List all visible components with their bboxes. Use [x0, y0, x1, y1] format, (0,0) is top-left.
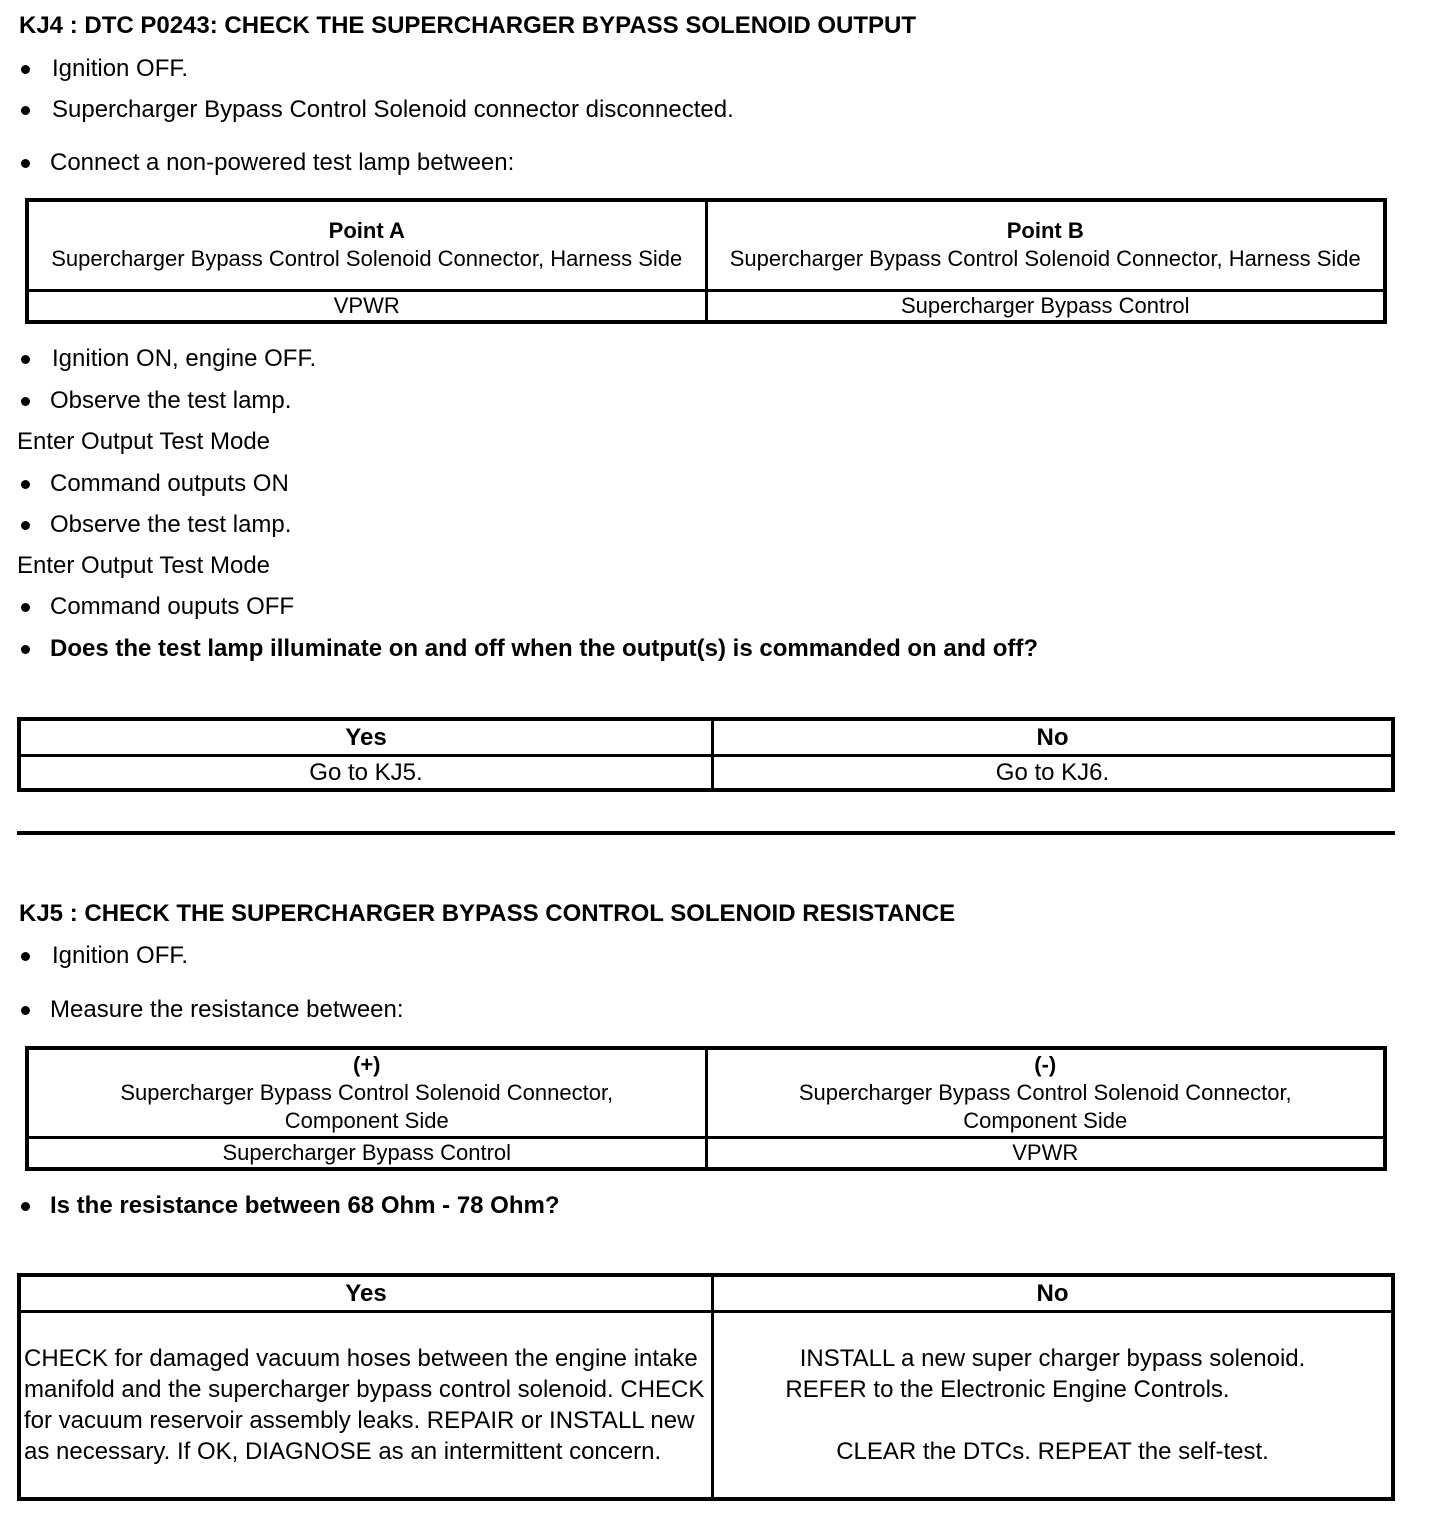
header-desc: Supercharger Bypass Control Solenoid Connector, Harness Side: [51, 246, 683, 272]
bullet-icon: [21, 603, 30, 612]
bullet-icon: [21, 355, 30, 364]
yes-header: Yes: [19, 719, 713, 755]
step: Supercharger Bypass Control Solenoid connector disconnected.: [52, 96, 734, 123]
table-cell: VPWR: [706, 1137, 1385, 1169]
resistance-table: [25, 1046, 1387, 1171]
no-action-link[interactable]: Go to KJ6.: [713, 755, 1394, 790]
step: Ignition OFF.: [52, 942, 189, 969]
header-title: (-): [1034, 1051, 1057, 1077]
no-action-line: CLEAR the DTCs. REPEAT the self-test.: [836, 1437, 1269, 1465]
header-title: Point A: [328, 218, 405, 244]
bullet-icon: [21, 159, 30, 168]
bullet-icon: [21, 480, 30, 489]
bullet-icon: [21, 1006, 30, 1015]
mode-label: Enter Output Test Mode: [17, 428, 271, 455]
no-action-line: REFER to the Electronic Engine Controls.: [785, 1375, 1230, 1403]
step: Observe the test lamp.: [50, 387, 292, 414]
bullet-icon: [21, 397, 30, 406]
bullet-icon: [21, 1202, 30, 1211]
step: Connect a non-powered test lamp between:: [50, 149, 515, 176]
step: Ignition OFF.: [52, 55, 189, 82]
point-b-header: [706, 200, 1385, 290]
header-desc: Supercharger Bypass Control Solenoid Connector, Component Side: [798, 1079, 1292, 1133]
no-action-line: INSTALL a new super charger bypass solenoid.: [799, 1344, 1306, 1372]
table-cell: Supercharger Bypass Control: [27, 1137, 706, 1169]
bullet-icon: [21, 521, 30, 530]
table-cell: VPWR: [27, 290, 706, 322]
kj5-title: KJ5 : CHECK THE SUPERCHARGER BYPASS CONTROL SOLENOID RESISTANCE: [19, 900, 956, 927]
bullet-icon: [21, 106, 30, 115]
step: Observe the test lamp.: [50, 511, 292, 538]
step: Command outputs ON: [50, 470, 289, 497]
positive-header: [27, 1048, 706, 1137]
negative-header: [706, 1048, 1385, 1137]
test-lamp-table: [25, 198, 1387, 324]
no-header: No: [713, 719, 1394, 755]
question: Does the test lamp illuminate on and off when the output(s) is commanded on and off?: [50, 635, 1039, 662]
kj4-result-table: [17, 717, 1395, 792]
section-divider: [17, 831, 1395, 835]
bullet-icon: [21, 645, 30, 654]
no-header: No: [713, 1275, 1394, 1311]
question: Is the resistance between 68 Ohm - 78 Ohm?: [50, 1192, 560, 1219]
yes-action-link[interactable]: Go to KJ5.: [19, 755, 713, 790]
kj4-title: KJ4 : DTC P0243: CHECK THE SUPERCHARGER BYPASS SOLENOID OUTPUT: [19, 12, 917, 39]
step: Command ouputs OFF: [50, 593, 295, 620]
bullet-icon: [21, 65, 30, 74]
mode-label: Enter Output Test Mode: [17, 552, 271, 579]
yes-header: Yes: [19, 1275, 713, 1311]
point-a-header: [27, 200, 706, 290]
yes-action: CHECK for damaged vacuum hoses between the engine intake manifold and the supercharger bypass control solenoid. CHECK for vacuum reservoir assembly leaks. REPAIR or INSTALL new as necessary. If OK, DIAGNOSE as an intermittent concern.: [19, 1311, 713, 1499]
bullet-icon: [21, 952, 30, 961]
step: Measure the resistance between:: [50, 996, 404, 1023]
step: Ignition ON, engine OFF.: [52, 345, 317, 372]
header-title: Point B: [1006, 218, 1084, 244]
kj5-result-table: [17, 1273, 1395, 1501]
header-desc: Supercharger Bypass Control Solenoid Connector, Harness Side: [729, 246, 1361, 272]
no-action: [713, 1311, 1394, 1499]
header-desc: Supercharger Bypass Control Solenoid Connector, Component Side: [120, 1079, 614, 1133]
table-cell: Supercharger Bypass Control: [706, 290, 1385, 322]
header-title: (+): [353, 1051, 381, 1077]
